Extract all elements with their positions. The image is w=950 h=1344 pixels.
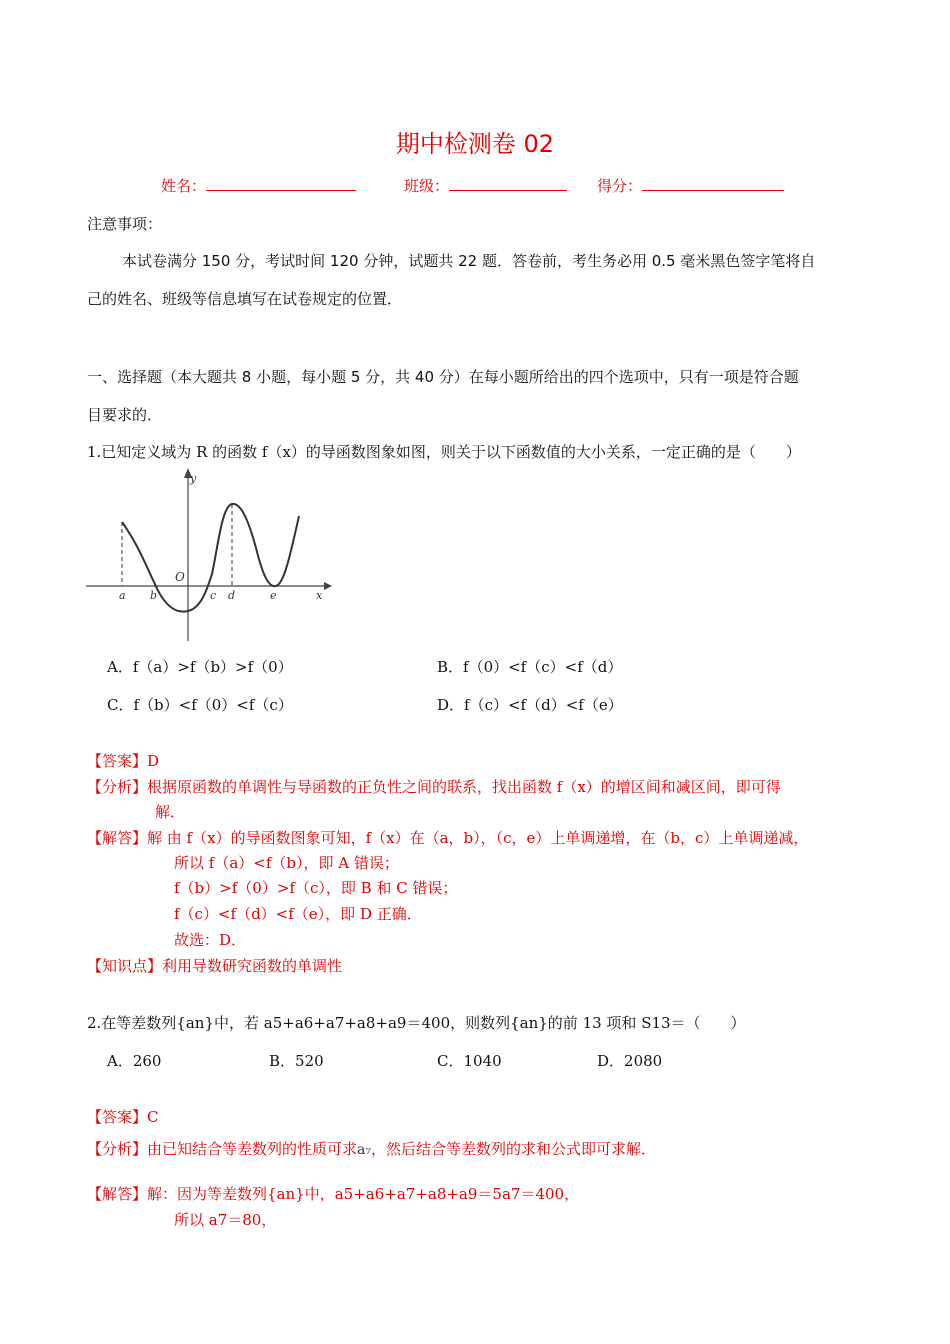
name-field[interactable] [161, 175, 356, 196]
section1-line-1: 一、选择题（本大题共 8 小题，每小题 5 分，共 40 分）在每小题所给出的四个选项中，只有一项是符合题 [87, 368, 799, 386]
q2-analysis [87, 1138, 656, 1159]
name-label: 姓名： [161, 177, 207, 195]
q1-option-a[interactable]: A．f（a）>f（b）>f（0） [107, 658, 293, 676]
q2-analysis-label: 【分析】 [87, 1140, 148, 1158]
c-label: c [210, 589, 217, 602]
q1-option-c[interactable]: C．f（b）<f（0）<f（c） [107, 696, 293, 714]
q1-stem: 1.已知定义域为 R 的函数 f（x）的导函数图象如图，则关于以下函数值的大小关系，一定正确的是（ ） [87, 443, 801, 461]
q2-solution-line-2: 所以 a7＝80， [174, 1211, 277, 1229]
q1-analysis-label: 【分析】 [87, 778, 148, 796]
score-label: 得分： [597, 177, 643, 195]
x-label: x [316, 589, 323, 602]
q2-solution-line-1: 解：因为等差数列{an}中，a5+a6+a7+a8+a9＝5a7＝400， [147, 1185, 580, 1203]
q1-solution-line-3: f（b）>f（0）>f（c），即 B 和 C 错误； [174, 879, 458, 897]
score-field[interactable] [597, 175, 784, 196]
notice-heading: 注意事项： [87, 215, 163, 233]
q1-solution-line-5: 故选：D． [174, 931, 247, 949]
q1-solution-label: 【解答】 [87, 829, 148, 847]
q1-solution-line-4: f（c）<f（d）<f（e），即 D 正确． [174, 905, 422, 923]
q2-answer [87, 1106, 159, 1127]
q1-answer-label: 【答案】 [87, 752, 148, 770]
q1-solution [87, 827, 808, 848]
q2-analysis-symbol: a₇ [357, 1142, 371, 1158]
q1-knowledge-text: 利用导数研究函数的单调性 [162, 957, 343, 975]
a-label: a [119, 589, 126, 602]
q2-option-d[interactable]: D．2080 [597, 1052, 663, 1070]
q2-solution [87, 1183, 579, 1204]
q2-option-a[interactable]: A．260 [107, 1052, 162, 1070]
q1-analysis [87, 776, 781, 797]
section1-line-2: 目要求的． [87, 406, 163, 424]
q1-solution-line-2: 所以 f（a）<f（b），即 A 错误； [174, 854, 399, 872]
origin-label: O [175, 570, 185, 584]
q2-stem: 2.在等差数列{an}中，若 a5+a6+a7+a8+a9＝400，则数列{an}的前 13 项和 S13＝（ ） [87, 1014, 746, 1032]
q1-knowledge-label: 【知识点】 [87, 957, 163, 975]
q1-answer-value: D [147, 752, 160, 770]
q1-option-d[interactable]: D．f（c）<f（d）<f（e） [437, 696, 623, 714]
q2-solution-label: 【解答】 [87, 1185, 148, 1203]
q1-option-b[interactable]: B．f（0）<f（c）<f（d） [437, 658, 623, 676]
q2-analysis-text-a: 由已知结合等差数列的性质可求 [147, 1140, 358, 1158]
class-blank[interactable] [449, 176, 567, 191]
b-label: b [150, 589, 158, 602]
q2-answer-label: 【答案】 [87, 1108, 148, 1126]
q1-analysis-line-1: 根据原函数的单调性与导函数的正负性之间的联系，找出函数 f（x）的增区间和减区间，即可得 [147, 778, 781, 796]
class-label: 班级： [404, 177, 450, 195]
score-blank[interactable] [642, 176, 784, 191]
q1-solution-line-1: 解 由 f（x）的导函数图象可知，f（x）在（a，b），（c，e）上单调递增，在（b，c）上单调递减， [147, 829, 809, 847]
q2-answer-value: C [147, 1108, 159, 1126]
q2-analysis-text-b: ，然后结合等差数列的求和公式即可求解． [371, 1140, 657, 1158]
e-label: e [270, 589, 277, 602]
q2-option-c[interactable]: C．1040 [437, 1052, 502, 1070]
q2-option-b[interactable]: B．520 [269, 1052, 324, 1070]
name-blank[interactable] [206, 176, 356, 191]
notice-line-1: 本试卷满分 150 分，考试时间 120 分钟，试题共 22 题．答卷前，考生务必用 0.5 毫米黑色签字笔将自 [122, 252, 816, 270]
derivative-graph [84, 466, 334, 646]
q1-knowledge [87, 955, 342, 976]
q1-analysis-line-2: 解． [155, 803, 186, 821]
y-label: y [190, 472, 197, 485]
d-label: d [228, 589, 236, 602]
class-field[interactable] [404, 175, 567, 196]
notice-line-2: 己的姓名、班级等信息填写在试卷规定的位置． [87, 290, 403, 308]
x-axis-arrow [324, 582, 332, 590]
page-title: 期中检测卷 02 [395, 130, 555, 158]
q1-answer [87, 750, 159, 771]
